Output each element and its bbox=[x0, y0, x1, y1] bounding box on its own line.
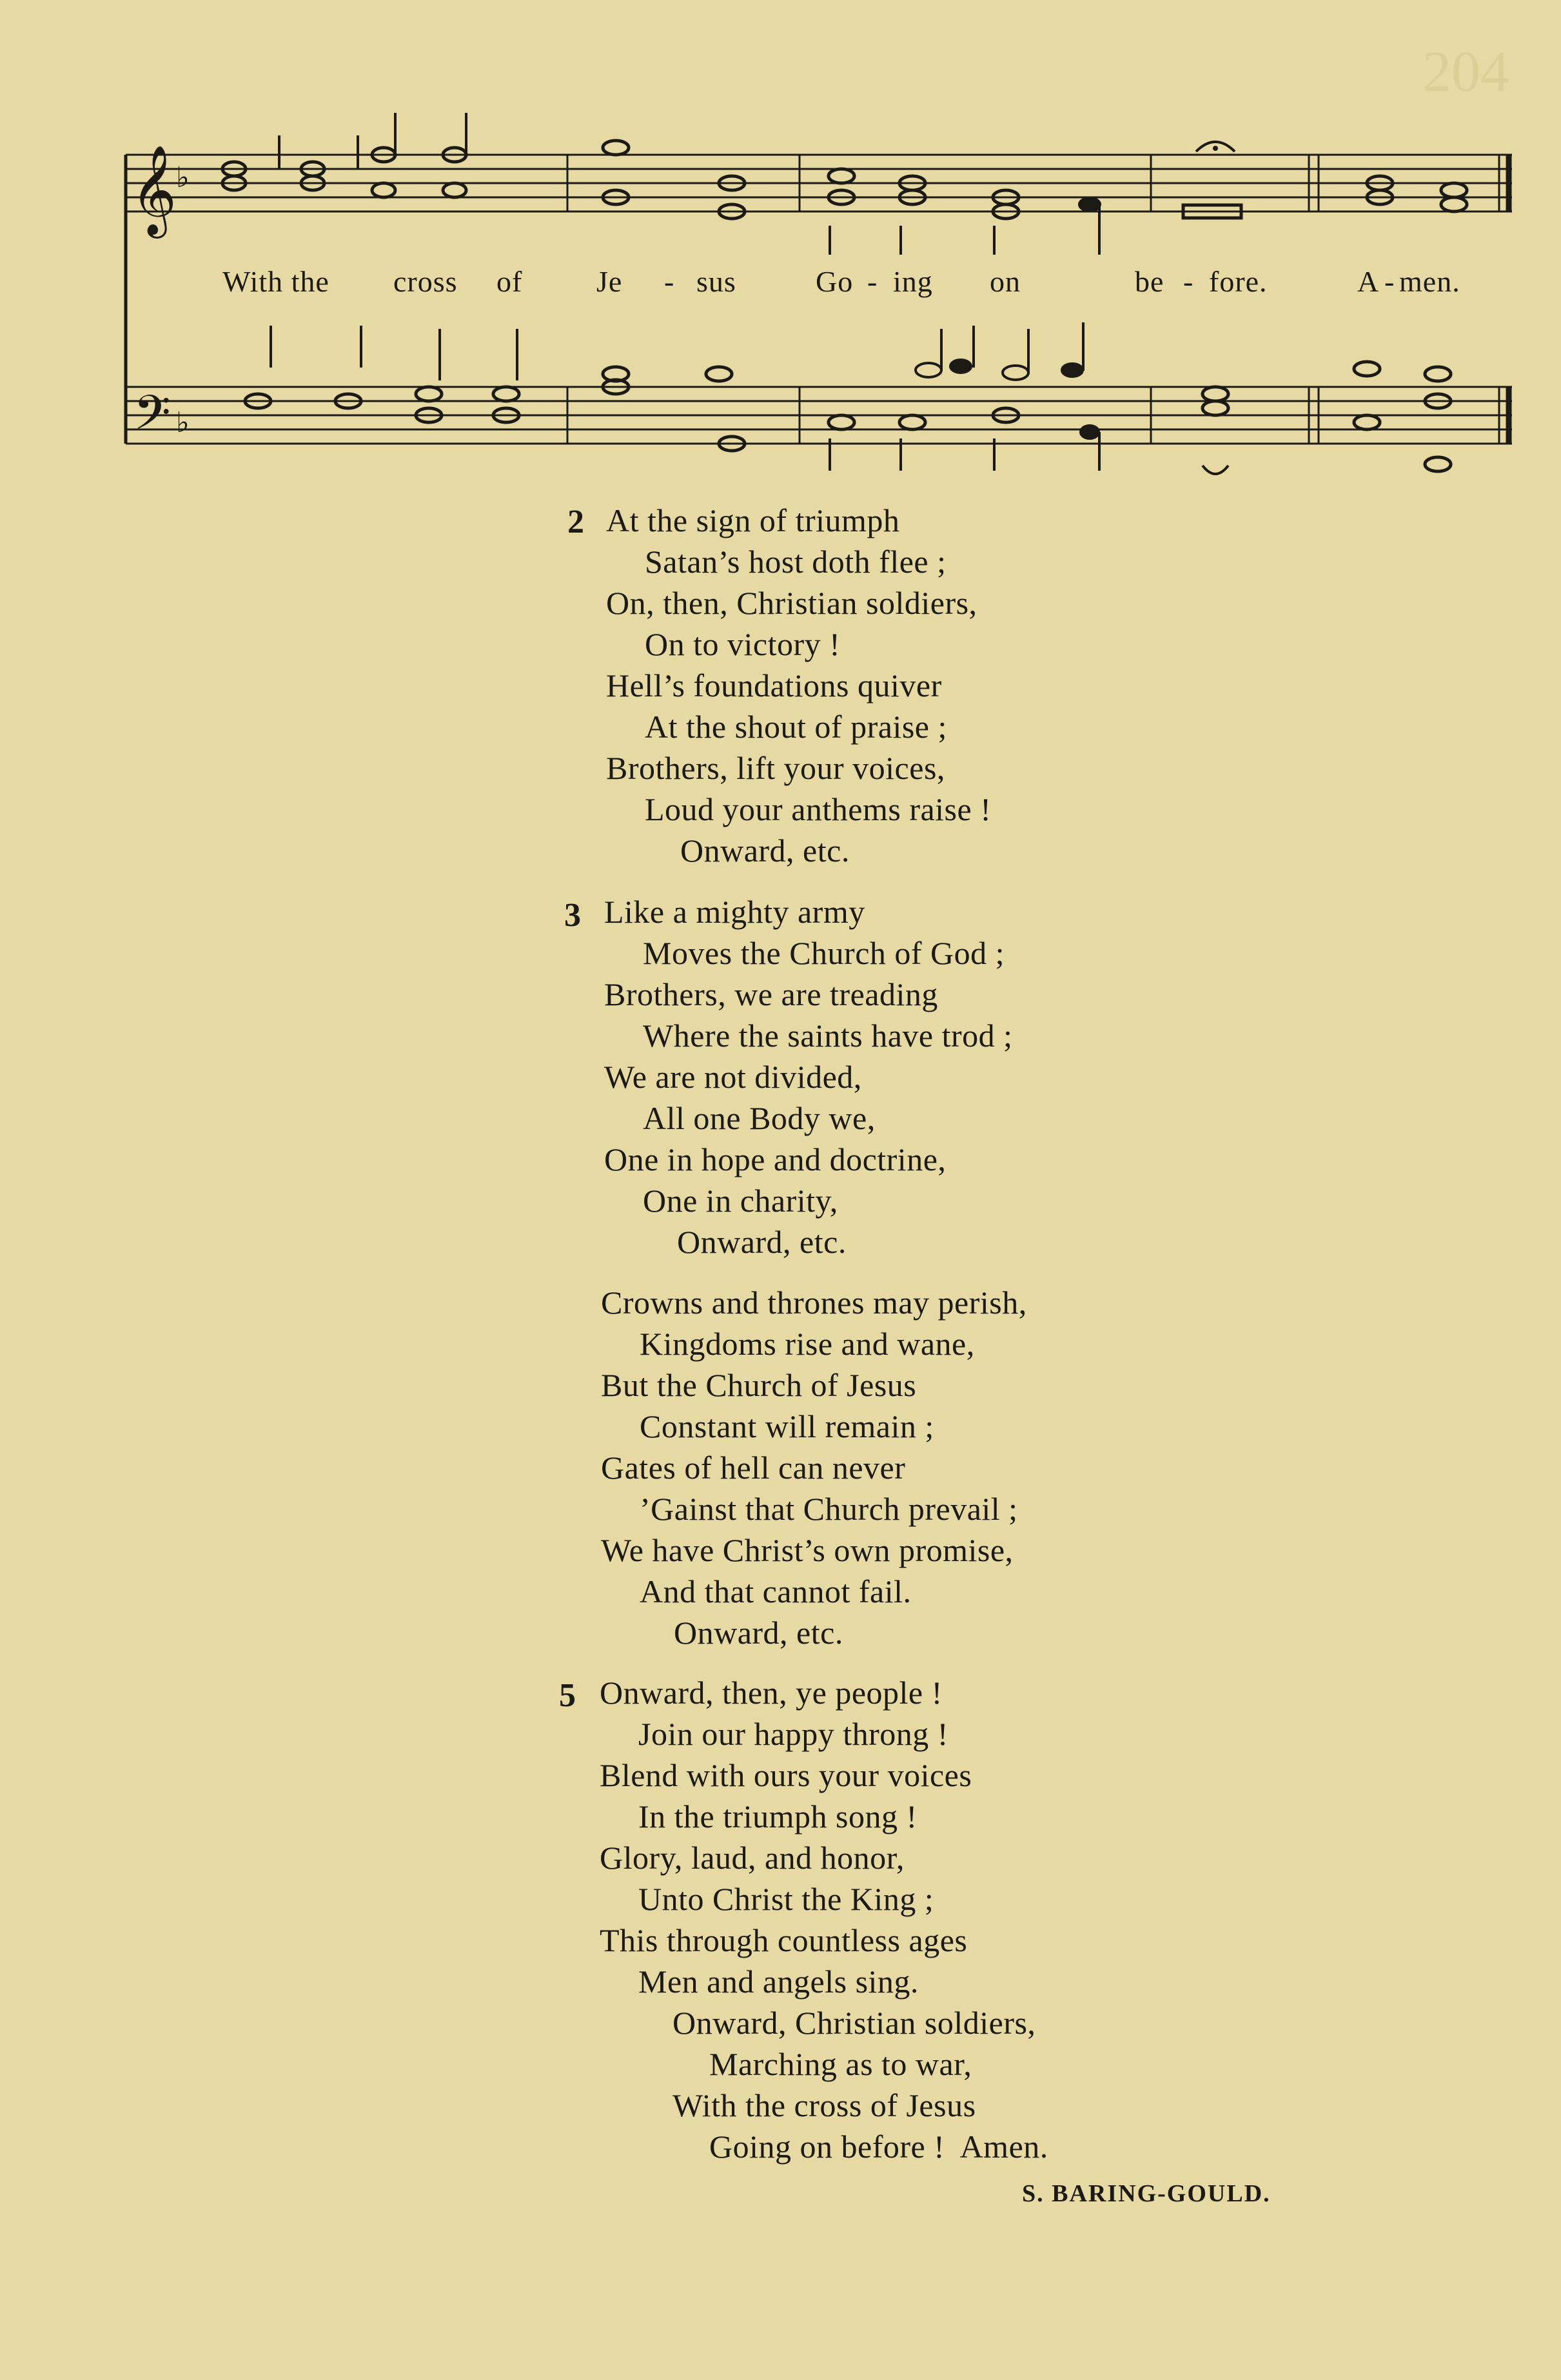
page-number-ghost: 204 bbox=[1422, 40, 1509, 104]
verse-line: Unto Christ the King ; bbox=[638, 1881, 934, 1917]
verse-line: Gates of hell can never bbox=[601, 1450, 906, 1486]
verse-number: 5 bbox=[559, 1677, 576, 1714]
verse-line: Brothers, lift your voices, bbox=[606, 750, 945, 786]
bass-clef-icon: 𝄢 bbox=[133, 385, 171, 453]
verse-line: Hell’s foundations quiver bbox=[606, 667, 942, 703]
flat-key-bass-icon: ♭ bbox=[176, 406, 190, 439]
bass-stems bbox=[271, 322, 1099, 471]
hymn-lyrics-line bbox=[119, 264, 1525, 310]
verse-line: Moves the Church of God ; bbox=[643, 935, 1005, 971]
verse-line: And that cannot fail. bbox=[640, 1573, 912, 1609]
bass-fermata-icon bbox=[1203, 466, 1228, 474]
verse-line: At the sign of triumph bbox=[606, 502, 900, 538]
verse-number: 3 bbox=[564, 897, 581, 934]
verse-line: On, then, Christian soldiers, bbox=[606, 585, 977, 621]
verse-line: At the shout of praise ; bbox=[645, 709, 947, 745]
verse-line: Going on before ! Amen. bbox=[709, 2129, 1048, 2165]
lyric-syllable: Je bbox=[596, 265, 623, 298]
verse-line: Kingdoms rise and wane, bbox=[640, 1326, 975, 1362]
verse-line: Satan’s host doth flee ; bbox=[645, 544, 947, 580]
treble-staff bbox=[126, 155, 1512, 211]
lyric-syllable: A bbox=[1357, 265, 1380, 298]
flat-key-treble-icon: ♭ bbox=[176, 161, 190, 194]
verse-line: One in hope and doctrine, bbox=[604, 1141, 947, 1177]
lyric-syllable: - bbox=[1384, 265, 1395, 298]
verse-line: Onward, etc. bbox=[680, 832, 850, 869]
verse-line: Onward, etc. bbox=[677, 1224, 847, 1260]
verse-line: Glory, laud, and honor, bbox=[600, 1840, 905, 1876]
lyric-syllable: men. bbox=[1399, 265, 1460, 298]
lyric-syllable: With the bbox=[222, 265, 329, 298]
verse-line: Men and angels sing. bbox=[638, 1963, 919, 2000]
verse-line: Onward, then, ye people ! bbox=[600, 1675, 943, 1711]
verse-line: We have Christ’s own promise, bbox=[601, 1532, 1014, 1568]
treble-notes bbox=[222, 141, 1467, 219]
lyric-syllable: be bbox=[1135, 265, 1164, 298]
verse-line: This through countless ages bbox=[600, 1922, 968, 1958]
bass-staff bbox=[126, 387, 1512, 444]
lyric-syllable: of bbox=[496, 265, 523, 298]
lyric-syllable: - bbox=[664, 265, 675, 298]
verse-line: With the cross of Jesus bbox=[673, 2087, 976, 2123]
verse-line: Onward, Christian soldiers, bbox=[673, 2005, 1036, 2041]
lyric-syllable: on bbox=[990, 265, 1021, 298]
lyric-syllable: - bbox=[867, 265, 878, 298]
verse-line: One in charity, bbox=[643, 1183, 838, 1219]
verse-number: 2 bbox=[567, 504, 584, 540]
verse-line: Like a mighty army bbox=[604, 894, 865, 930]
verse-line: We are not divided, bbox=[604, 1059, 862, 1095]
lyric-syllable: Go bbox=[816, 265, 854, 298]
verse-line: Blend with ours your voices bbox=[600, 1757, 972, 1793]
verse-line: In the triumph song ! bbox=[638, 1798, 918, 1834]
verse-line: But the Church of Jesus bbox=[601, 1367, 917, 1403]
verse-line: Constant will remain ; bbox=[640, 1408, 934, 1444]
lyric-syllable: ing bbox=[893, 265, 933, 298]
verse-line: ’Gainst that Church prevail ; bbox=[640, 1491, 1018, 1527]
verse-line: Crowns and thrones may perish, bbox=[601, 1284, 1027, 1321]
verse-line: All one Body we, bbox=[643, 1100, 876, 1136]
bass-notes bbox=[245, 362, 1451, 471]
verse-line: Marching as to war, bbox=[709, 2046, 972, 2082]
lyric-syllable: - bbox=[1183, 265, 1194, 298]
verse-line: Loud your anthems raise ! bbox=[645, 791, 992, 827]
verse-line: On to victory ! bbox=[645, 626, 841, 662]
verse-line: Where the saints have trod ; bbox=[643, 1018, 1013, 1054]
verse-line: Brothers, we are treading bbox=[604, 976, 938, 1012]
lyric-syllable: cross bbox=[393, 265, 458, 298]
verse-line: Join our happy throng ! bbox=[638, 1716, 948, 1752]
lyric-syllable: fore. bbox=[1209, 265, 1268, 298]
verse-line: Onward, etc. bbox=[674, 1615, 843, 1651]
author-credit: S. BARING-GOULD. bbox=[1022, 2180, 1271, 2207]
lyric-syllable: sus bbox=[696, 265, 736, 298]
treble-clef-icon: 𝄞 bbox=[131, 145, 177, 235]
